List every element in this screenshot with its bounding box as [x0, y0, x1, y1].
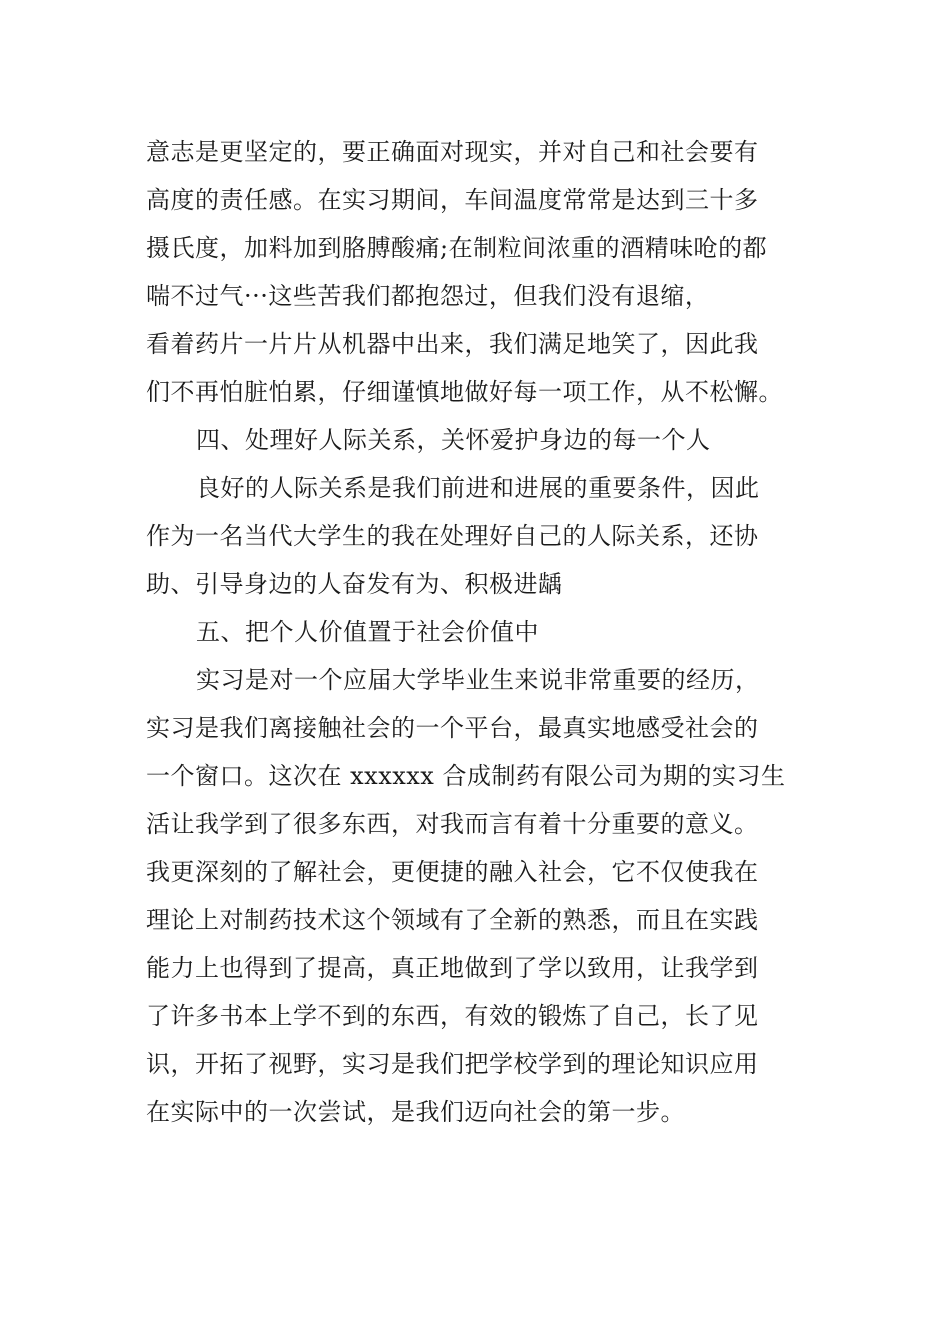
- text-line: 高度的责任感。在实习期间，车间温度常常是达到三十多: [146, 186, 759, 214]
- text-line: 看着药片一片片从机器中出来，我们满足地笑了，因此我: [146, 330, 759, 358]
- section-heading-5: 五、把个人价值置于社会价值中: [196, 618, 539, 646]
- document-page: [146, 128, 818, 1136]
- section-heading-4: 四、处理好人际关系，关怀爱护身边的每一个人: [196, 426, 711, 454]
- text-line: 我更深刻的了解社会，更便捷的融入社会，它不仅使我在: [146, 858, 759, 886]
- text-line: 理论上对制药技术这个领域有了全新的熟悉，而且在实践: [146, 906, 759, 934]
- text-line: 们不再怕脏怕累，仔细谨慎地做好每一项工作，从不松懈。: [146, 378, 783, 406]
- text-line: 一个窗口。这次在 xxxxxx 合成制药有限公司为期的实习生: [146, 762, 786, 790]
- text-line: 助、引导身边的人奋发有为、积极进龋: [146, 570, 563, 598]
- text-line: 喘不过气···这些苦我们都抱怨过，但我们没有退缩，: [146, 282, 710, 310]
- text-line: 意志是更坚定的，要正确面对现实，并对自己和社会要有: [146, 138, 759, 166]
- text-line: 摄氏度，加料加到胳膊酸痛;在制粒间浓重的酒精味呛的都: [146, 234, 768, 262]
- text-line: 良好的人际关系是我们前进和进展的重要条件，因此: [196, 474, 760, 502]
- text-line: 活让我学到了很多东西，对我而言有着十分重要的意义。: [146, 810, 759, 838]
- text-line: 识，开拓了视野，实习是我们把学校学到的理论知识应用: [146, 1050, 759, 1078]
- text-line: 能力上也得到了提高，真正地做到了学以致用，让我学到: [146, 954, 759, 982]
- text-line: 在实际中的一次尝试，是我们迈向社会的第一步。: [146, 1098, 685, 1126]
- text-line: 实习是我们离接触社会的一个平台，最真实地感受社会的: [146, 714, 759, 742]
- text-line: 作为一名当代大学生的我在处理好自己的人际关系，还协: [146, 522, 759, 550]
- text-line: 实习是对一个应届大学毕业生来说非常重要的经历，: [196, 666, 760, 694]
- text-line: 了许多书本上学不到的东西，有效的锻炼了自己，长了见: [146, 1002, 759, 1030]
